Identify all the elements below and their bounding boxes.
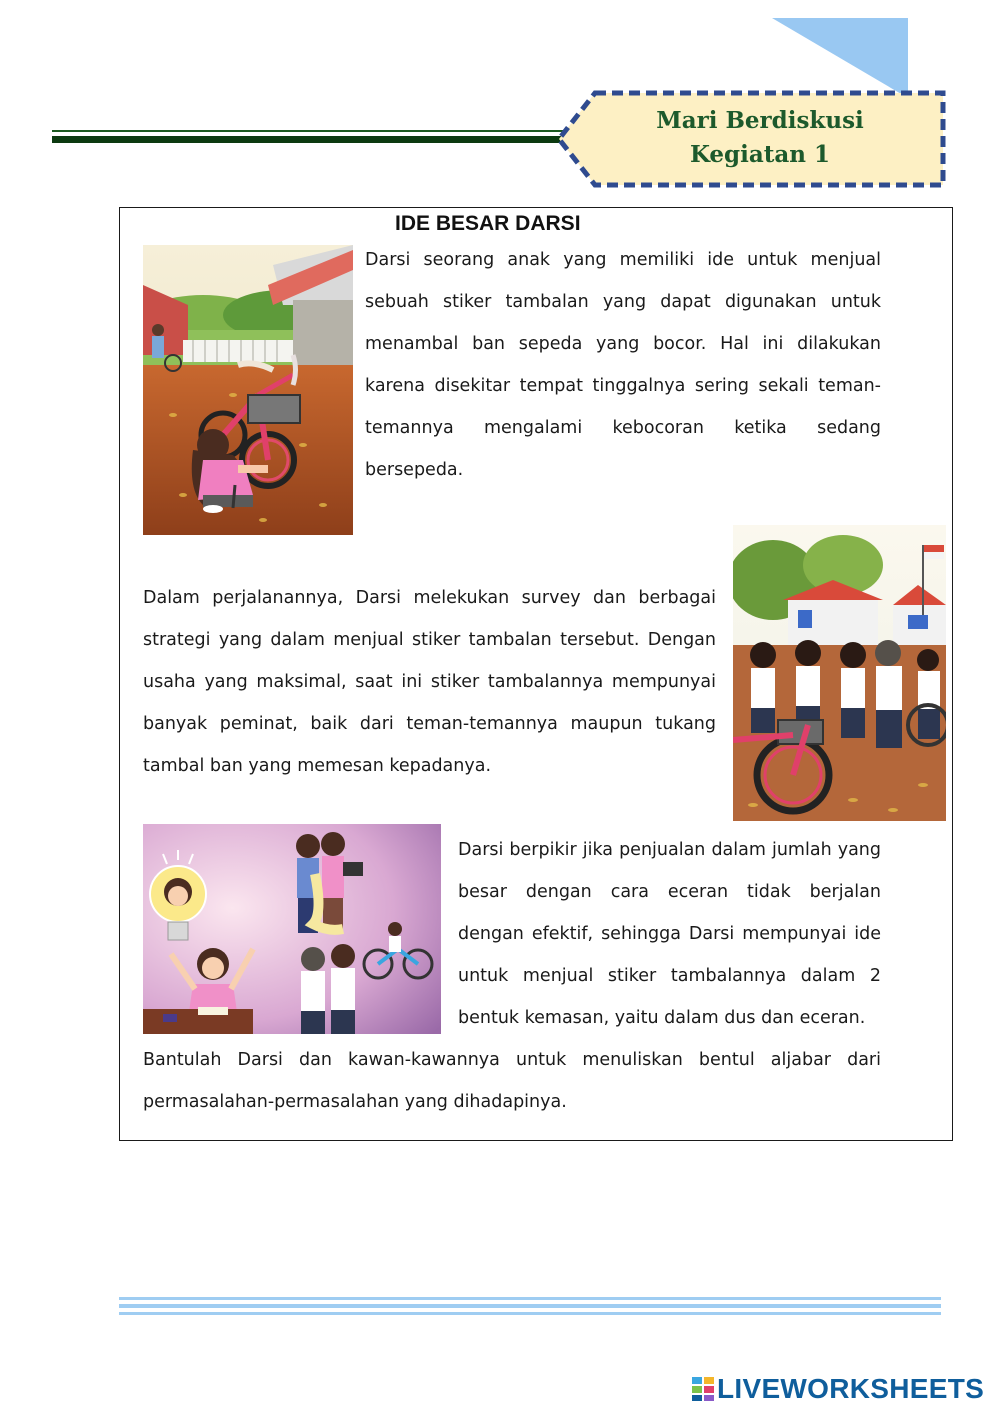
- footer-rule: [119, 1297, 941, 1321]
- badge-subtitle: Kegiatan 1: [689, 141, 831, 168]
- brand-name: LIVEWORKSHEETS: [717, 1373, 985, 1404]
- illustration-children-with-bicycles: [733, 525, 946, 821]
- story-title: IDE BESAR DARSI: [395, 212, 581, 235]
- corner-decoration: [772, 18, 908, 98]
- badge-title: Mari Berdiskusi: [656, 107, 864, 134]
- liveworksheets-icon: [692, 1377, 714, 1401]
- illustration-darsi-idea: [143, 824, 441, 1034]
- liveworksheets-logo: [692, 1374, 984, 1404]
- story-paragraph-3: Darsi berpikir jika penjualan dalam jumlah yang besar dengan cara eceran tidak berjalan dengan efektif, sehingga Darsi mempunyai ide untuk menjual stiker tambalannya dalam 2 bentuk kemasan, yaitu dalam dus dan eceran.: [458, 840, 881, 1028]
- header-rule: [52, 136, 572, 143]
- story-instruction: Bantulah Darsi dan kawan-kawannya untuk menuliskan bentul aljabar dari permasalahan-permasalahan yang dihadapinya.: [143, 1050, 881, 1112]
- story-paragraph-1: Darsi seorang anak yang memiliki ide untuk menjual sebuah stiker tambalan yang dapat digunakan untuk menambal ban sepeda yang bocor. Hal ini dilakukan karena disekitar tempat tinggalnya sering sekali teman-temannya mengalami kebocoran ketika sedang bersepeda.: [365, 250, 881, 480]
- illustration-girl-pumping-tire: [143, 245, 353, 535]
- header-rule-thin: [52, 130, 572, 132]
- activity-badge-text: [600, 104, 920, 172]
- story-paragraph-2: Dalam perjalanannya, Darsi melekukan survey dan berbagai strategi yang dalam menjual stiker tambalan tersebut. Dengan usaha yang maksimal, saat ini stiker tambalannya mempunyai banyak peminat, baik dari teman-temannya maupun tukang tambal ban yang memesan kepadanya.: [143, 588, 716, 776]
